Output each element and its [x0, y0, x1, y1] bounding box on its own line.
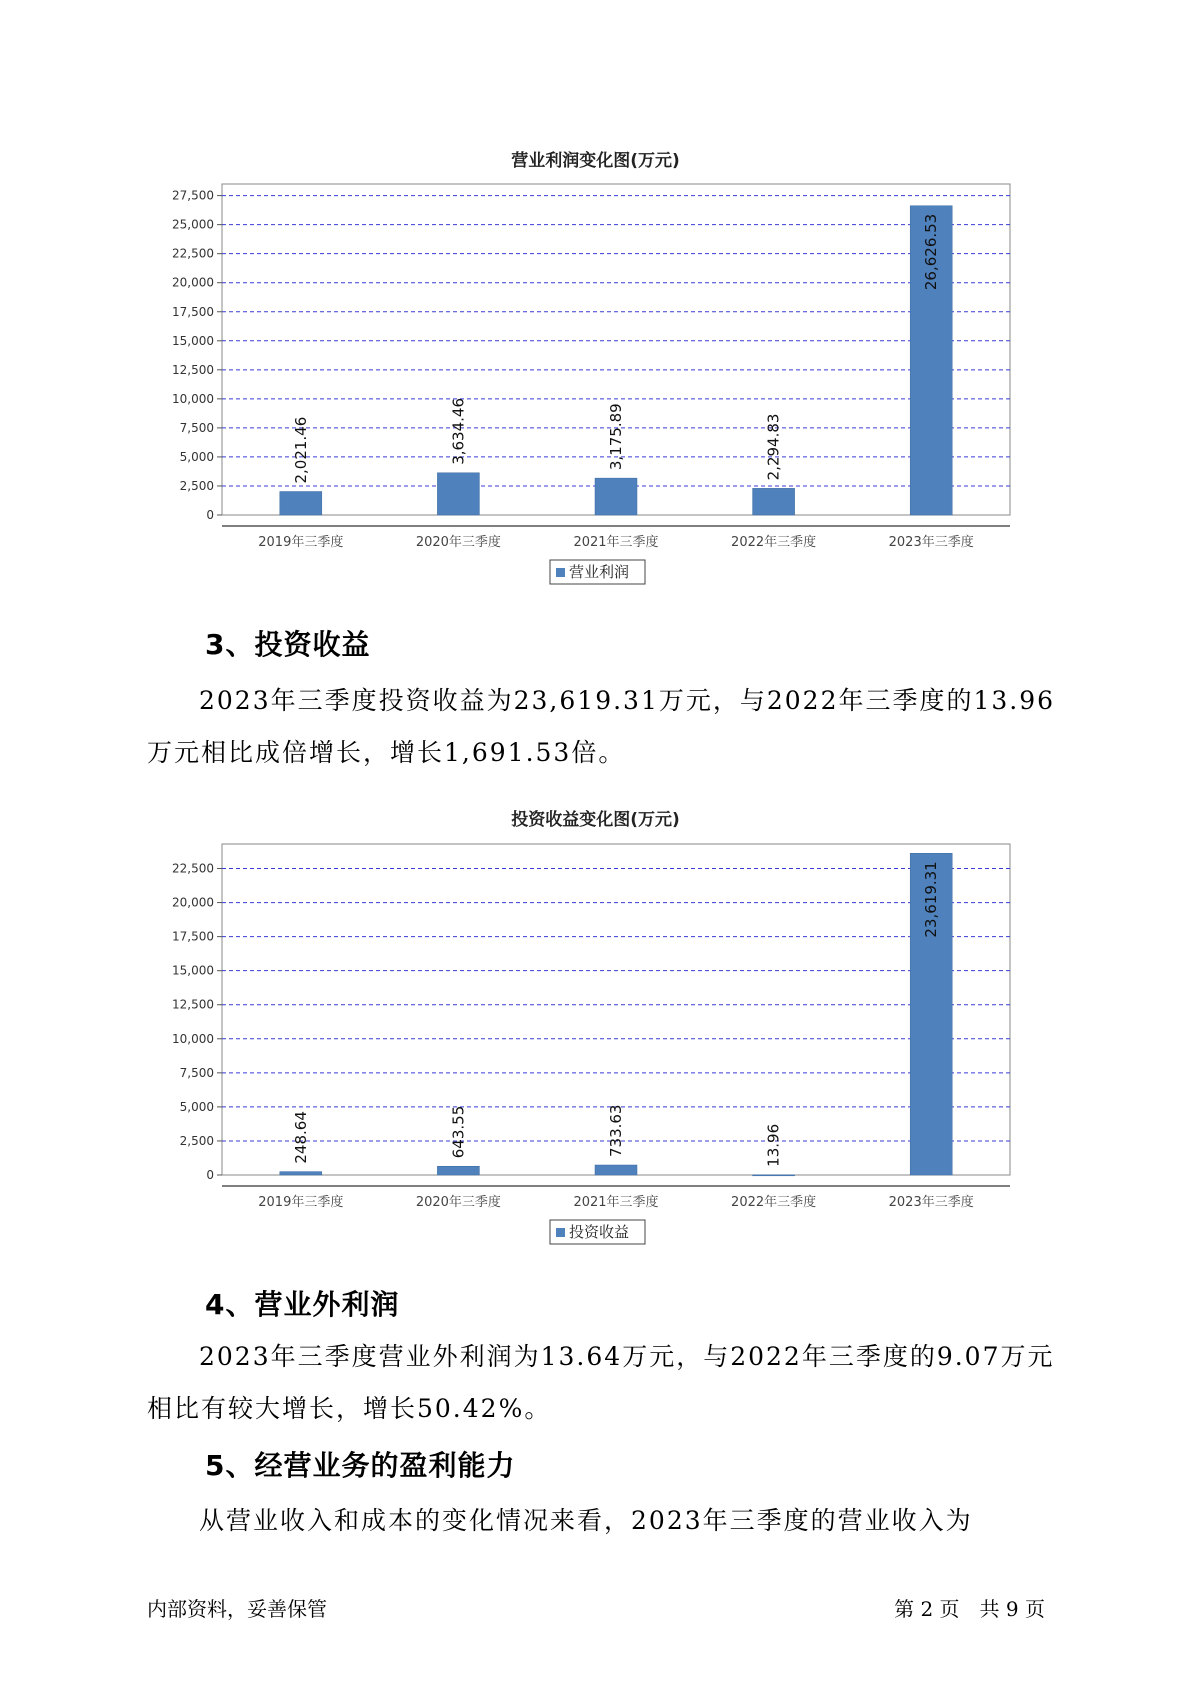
y-tick-label: 5,000: [179, 449, 214, 464]
bar: [280, 492, 322, 515]
bar-value-label: 248.64: [291, 1111, 310, 1164]
y-tick-label: 2,500: [179, 1133, 214, 1148]
y-tick-label: 12,500: [172, 997, 214, 1012]
y-tick-label: 10,000: [172, 391, 214, 406]
operating-profit-chart: [0, 170, 1191, 610]
x-tick-label: 2022年三季度: [731, 535, 817, 550]
x-tick-label: 2021年三季度: [573, 535, 659, 550]
section-4-heading: 4、营业外利润: [205, 1288, 400, 1321]
bar-value-label: 13.96: [764, 1123, 783, 1167]
y-tick-label: 0: [206, 1168, 214, 1182]
bar: [753, 1175, 795, 1176]
bar-value-label: 733.63: [607, 1104, 625, 1158]
y-tick-label: 7,500: [179, 1065, 214, 1080]
y-tick-label: 22,500: [172, 246, 214, 261]
y-tick-label: 27,500: [172, 188, 214, 203]
bar: [753, 488, 795, 515]
x-tick-label: 2021年三季度: [573, 1195, 659, 1210]
y-tick-label: 7,500: [179, 420, 214, 435]
x-tick-label: 2019年三季度: [258, 535, 344, 550]
section-3-heading: 3、投资收益: [205, 628, 371, 661]
x-tick-label: 2023年三季度: [888, 535, 974, 550]
bar: [595, 1165, 637, 1175]
y-tick-label: 2,500: [179, 478, 214, 493]
bar-value-label: 3,175.89: [607, 403, 625, 471]
y-tick-label: 17,500: [172, 304, 214, 319]
y-tick-label: 10,000: [172, 1031, 214, 1046]
y-tick-label: 15,000: [172, 333, 214, 348]
bar-value-label: 2,021.46: [291, 416, 310, 484]
bar: [437, 1166, 479, 1175]
legend: [550, 560, 645, 584]
bar-value-label: 2,294.83: [764, 413, 783, 481]
legend-label: 投资收益: [569, 1223, 630, 1241]
legend: [550, 1220, 645, 1244]
y-tick-label: 20,000: [172, 895, 214, 910]
bar: [595, 478, 637, 515]
y-tick-label: 12,500: [172, 362, 214, 377]
legend-label: 营业利润: [569, 563, 630, 581]
investment-income-chart: [0, 830, 1191, 1270]
legend-swatch: [556, 568, 565, 577]
y-tick-label: 20,000: [172, 275, 214, 290]
bar: [280, 1172, 322, 1175]
x-tick-label: 2020年三季度: [415, 535, 501, 550]
section-3-text: 2023年三季度投资收益为23,619.31万元，与2022年三季度的13.96万元相比成倍增长，增长1,691.53倍。: [147, 686, 1056, 767]
bar-value-label: 26,626.53: [922, 213, 941, 291]
y-tick-label: 22,500: [172, 861, 214, 876]
chart1-title: 营业利润变化图(万元): [511, 151, 680, 171]
bar-value-label: 3,634.46: [449, 397, 468, 465]
x-tick-label: 2020年三季度: [415, 1195, 501, 1210]
section-5-heading: 5、经营业务的盈利能力: [205, 1449, 516, 1482]
legend-swatch: [556, 1228, 565, 1237]
y-tick-label: 17,500: [172, 929, 214, 944]
chart2-title: 投资收益变化图(万元): [511, 810, 680, 830]
footer-confidential-note: 内部资料，妥善保管: [147, 1597, 327, 1621]
x-tick-label: 2019年三季度: [258, 1195, 344, 1210]
footer-page-number: 第 2 页 共 9 页: [894, 1597, 1045, 1621]
x-tick-label: 2023年三季度: [888, 1195, 974, 1210]
y-tick-label: 5,000: [179, 1099, 214, 1114]
section-4-text: 2023年三季度营业外利润为13.64万元，与2022年三季度的9.07万元相比有较大增长，增长50.42%。: [147, 1342, 1055, 1423]
x-tick-label: 2022年三季度: [731, 1195, 817, 1210]
bar: [437, 473, 479, 515]
y-tick-label: 25,000: [172, 217, 214, 232]
bar-value-label: 23,619.31: [922, 861, 941, 938]
section-5-text: 从营业收入和成本的变化情况来看，2023年三季度的营业收入为: [199, 1506, 973, 1535]
y-tick-label: 0: [206, 508, 214, 522]
bar-value-label: 643.55: [449, 1105, 468, 1159]
y-tick-label: 15,000: [172, 963, 214, 978]
